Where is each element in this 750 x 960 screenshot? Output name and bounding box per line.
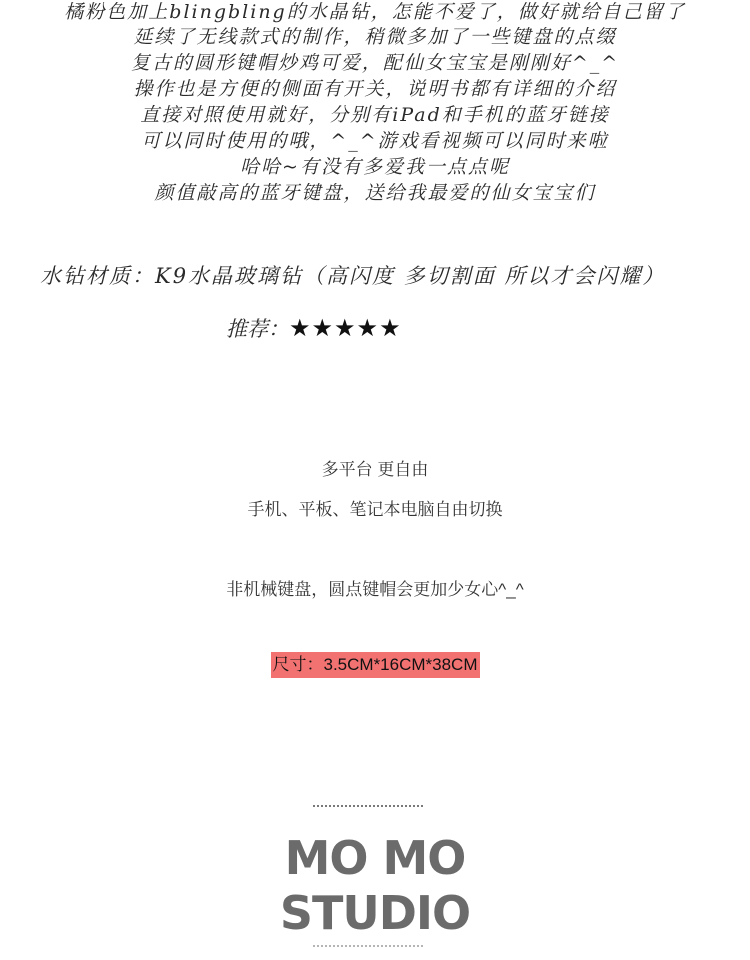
description-line: 哈哈~有没有多爱我一点点呢: [240, 156, 510, 178]
description-line: 颜值敲高的蓝牙键盘，送给我最爱的仙女宝宝们: [154, 182, 596, 204]
recommend-rating: [226, 313, 402, 343]
logo-top-divider: [313, 805, 423, 807]
description-line: 延续了无线款式的制作，稍微多加了一些键盘的点缀: [133, 26, 617, 48]
description-line: 直接对照使用就好，分别有iPad和手机的蓝牙链接: [140, 104, 610, 126]
keyboard-note: 非机械键盘，圆点键帽会更加少女心^_^: [226, 580, 524, 599]
size-highlight: 尺寸：3.5CM*16CM*38CM: [271, 652, 480, 678]
description-line: 操作也是方便的侧面有开关，说明书都有详细的介绍: [133, 78, 617, 100]
description-line: 可以同时使用的哦，^_^游戏看视频可以同时来啦: [141, 130, 609, 152]
recommend-label: 推荐：: [226, 317, 289, 341]
logo-line-2: STUDIO: [279, 886, 471, 940]
logo-line-1: MO MO: [284, 831, 466, 885]
logo-bottom-divider: [313, 945, 423, 947]
platform-description: 手机、平板、笔记本电脑自由切换: [247, 500, 503, 519]
size-row: [0, 652, 750, 678]
description-line: 橘粉色加上blingbling的水晶钻，怎能不爱了，做好就给自己留了: [64, 1, 686, 23]
material-text: 水钻材质：K9水晶玻璃钻（高闪度 多切割面 所以才会闪耀）: [40, 264, 666, 288]
platform-title: 多平台 更自由: [321, 460, 429, 479]
description-line: 复古的圆形键帽炒鸡可爱，配仙女宝宝是刚刚好^_^: [130, 52, 620, 74]
star-rating-icon: ★★★★★: [289, 314, 402, 342]
